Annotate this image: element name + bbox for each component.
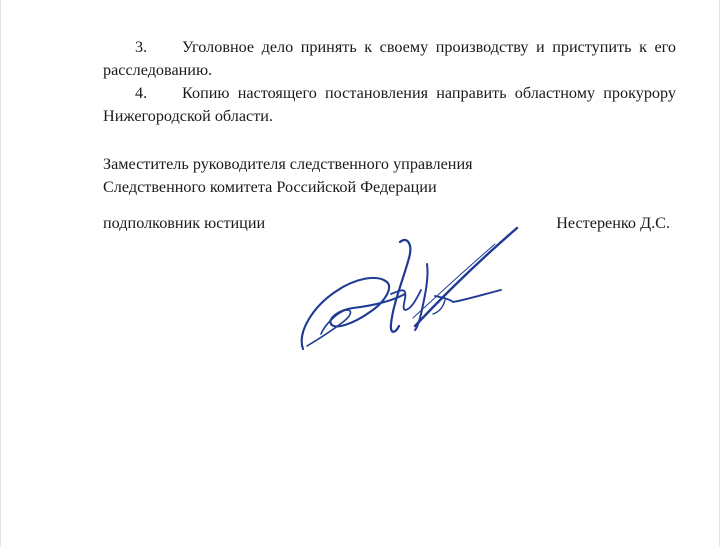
signature-stroke [415, 228, 517, 326]
paragraph-item-3 [103, 36, 676, 82]
paragraph-text: Копию настоящего постановления направить областному прокурору Нижегородской области. [103, 84, 676, 125]
signature-stroke [307, 310, 350, 346]
paragraph-number: 3. [135, 38, 148, 56]
handwritten-signature-icon [295, 222, 525, 357]
paragraph-item-4 [103, 82, 676, 128]
signature-stroke [391, 240, 410, 332]
position-line-1: Заместитель руководителя следственного управления [103, 155, 473, 173]
signature-stroke [413, 244, 495, 318]
paragraph-text: Уголовное дело принять к своему производству и приступить к его расследованию. [103, 38, 676, 79]
position-line-2: Следственного комитета Российской Федерации [103, 178, 437, 196]
paragraph-number: 4. [135, 84, 148, 102]
signatory-name: Нестеренко Д.С. [556, 214, 670, 232]
signatory-rank: подполковник юстиции [103, 214, 266, 232]
document-body [103, 36, 676, 128]
signature-stroke [302, 278, 405, 349]
signatory-position [103, 153, 676, 199]
page-edge-left [0, 0, 1, 547]
